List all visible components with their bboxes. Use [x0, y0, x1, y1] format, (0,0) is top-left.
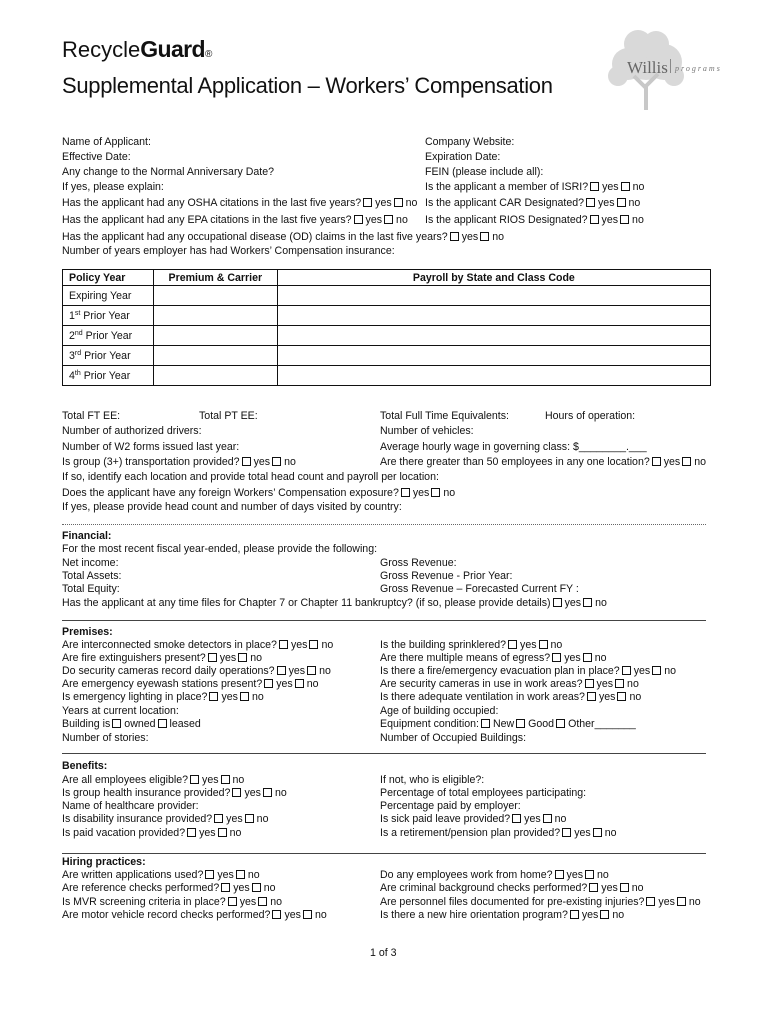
work-home-question: Do any employees work from home? yes no — [380, 869, 609, 881]
col-premium-carrier: Premium & Carrier — [153, 270, 277, 286]
row-label: 2nd Prior Year — [63, 326, 154, 346]
mvr-question: Is MVR screening criteria in place? yes no — [62, 896, 282, 908]
years-location-label: Years at current location: — [62, 705, 179, 717]
eyewash-question: Are emergency eyewash stations present? yes no — [62, 678, 319, 690]
sick-leave-question: Is sick paid leave provided? yes no — [380, 813, 567, 825]
brand-mark: ® — [204, 49, 213, 60]
total-assets-label: Total Assets: — [62, 570, 122, 582]
premium-cell[interactable] — [153, 306, 277, 326]
rios-question: Is the applicant RIOS Designated? yes no — [425, 214, 644, 226]
eyewash-yes-checkbox[interactable] — [264, 679, 273, 688]
expiration-date-label: Expiration Date: — [425, 151, 501, 163]
foreign-question: Does the applicant have any foreign Workers’ Compensation exposure? yes no — [62, 487, 456, 499]
years-insured-label: Number of years employer has had Workers’ Compensation insurance: — [62, 245, 395, 257]
disability-question: Is disability insurance provided? yes no — [62, 813, 269, 825]
foreign-no-checkbox[interactable] — [431, 488, 440, 497]
gross-forecast-label: Gross Revenue – Forecasted Current FY : — [380, 583, 579, 595]
row-label: 1st Prior Year — [63, 306, 154, 326]
sprinkler-no-checkbox[interactable] — [539, 640, 548, 649]
lighting-question: Is emergency lighting in place? yes no — [62, 691, 264, 703]
page-title: Supplemental Application – Workers’ Compensation — [62, 73, 553, 98]
bankruptcy-no-checkbox[interactable] — [583, 598, 592, 607]
financial-heading: Financial: — [62, 530, 112, 542]
effective-date-label: Effective Date: — [62, 151, 131, 163]
payroll-cell[interactable] — [277, 346, 710, 366]
health-yes-checkbox[interactable] — [232, 788, 241, 797]
car-no-checkbox[interactable] — [617, 198, 626, 207]
orientation-yes-checkbox[interactable] — [570, 910, 579, 919]
motor-vehicle-question: Are motor vehicle record checks performed? yes no — [62, 909, 327, 921]
gross-revenue-label: Gross Revenue: — [380, 557, 457, 569]
group-yes-checkbox[interactable] — [242, 457, 251, 466]
pct-paid-label: Percentage paid by employer: — [380, 800, 521, 812]
group-transport-question: Is group (3+) transportation provided? yes no — [62, 456, 296, 468]
smoke-question: Are interconnected smoke detectors in place? yes no — [62, 639, 334, 651]
retirement-question: Is a retirement/pension plan provided? yes no — [380, 827, 617, 839]
company-website-label: Company Website: — [425, 136, 515, 148]
criminal-yes-checkbox[interactable] — [589, 883, 598, 892]
fire-no-checkbox[interactable] — [238, 653, 247, 662]
equip-other-checkbox[interactable] — [556, 719, 565, 728]
fire-extinguisher-question: Are fire extinguishers present? yes no — [62, 652, 262, 664]
provider-label: Name of healthcare provider: — [62, 800, 199, 812]
fein-label: FEIN (please include all): — [425, 166, 544, 178]
personnel-no-checkbox[interactable] — [677, 897, 686, 906]
stories-label: Number of stories: — [62, 732, 149, 744]
motor-yes-checkbox[interactable] — [272, 910, 281, 919]
rios-no-checkbox[interactable] — [620, 215, 629, 224]
orientation-no-checkbox[interactable] — [600, 910, 609, 919]
home-no-checkbox[interactable] — [585, 870, 594, 879]
occupied-buildings-label: Number of Occupied Buildings: — [380, 732, 527, 744]
equipment-condition: Equipment condition: New Good Other_______ — [380, 718, 636, 730]
sick-no-checkbox[interactable] — [543, 814, 552, 823]
lighting-yes-checkbox[interactable] — [209, 692, 218, 701]
osha-question: Has the applicant had any OSHA citations in the last five years? yes no — [62, 197, 418, 209]
name-of-applicant-label: Name of Applicant: — [62, 136, 151, 148]
work-cameras-question: Are security cameras in use in work areas? yes no — [380, 678, 639, 690]
car-yes-checkbox[interactable] — [586, 198, 595, 207]
table-header-row — [63, 270, 711, 286]
equip-good-checkbox[interactable] — [516, 719, 525, 728]
evac-yes-checkbox[interactable] — [622, 666, 631, 675]
section-divider — [62, 524, 706, 525]
osha-yes-checkbox[interactable] — [363, 198, 372, 207]
disability-no-checkbox[interactable] — [245, 814, 254, 823]
mvr-yes-checkbox[interactable] — [228, 897, 237, 906]
w2-label: Number of W2 forms issued last year: — [62, 441, 240, 453]
evacuation-question: Is there a fire/emergency evacuation plan in place? yes no — [380, 665, 676, 677]
fire-yes-checkbox[interactable] — [208, 653, 217, 662]
rios-yes-checkbox[interactable] — [590, 215, 599, 224]
foreign-detail-label: If yes, please provide head count and number of days visited by country: — [62, 501, 402, 513]
table-row — [63, 366, 711, 386]
wage-label: Average hourly wage in governing class: $________.___ — [380, 441, 647, 453]
vehicles-label: Number of vehicles: — [380, 425, 474, 437]
policy-year-table — [62, 269, 711, 386]
total-pt-label: Total PT EE: — [199, 410, 258, 422]
premium-cell[interactable] — [153, 366, 277, 386]
vacation-yes-checkbox[interactable] — [187, 828, 196, 837]
hours-label: Hours of operation: — [545, 410, 636, 422]
car-question: Is the applicant CAR Designated? yes no — [425, 197, 641, 209]
work-cam-no-checkbox[interactable] — [615, 679, 624, 688]
vacation-no-checkbox[interactable] — [218, 828, 227, 837]
group-no-checkbox[interactable] — [272, 457, 281, 466]
disability-yes-checkbox[interactable] — [214, 814, 223, 823]
mvr-no-checkbox[interactable] — [258, 897, 267, 906]
cameras-question: Do security cameras record daily operations? yes no — [62, 665, 331, 677]
building-ownership: Building is owned leased — [62, 718, 201, 730]
fifty-no-checkbox[interactable] — [682, 457, 691, 466]
bankruptcy-question: Has the applicant at any time files for Chapter 7 or Chapter 11 bankruptcy? (if so, please provide details) yes no — [62, 597, 607, 609]
premium-cell[interactable] — [153, 326, 277, 346]
drivers-label: Number of authorized drivers: — [62, 425, 202, 437]
eligible-question: Are all employees eligible? yes no — [62, 774, 245, 786]
cameras-yes-checkbox[interactable] — [277, 666, 286, 675]
payroll-cell[interactable] — [277, 306, 710, 326]
retire-yes-checkbox[interactable] — [562, 828, 571, 837]
payroll-cell[interactable] — [277, 326, 710, 346]
net-income-label: Net income: — [62, 557, 119, 569]
fifty-yes-checkbox[interactable] — [652, 457, 661, 466]
criminal-question: Are criminal background checks performed? yes no — [380, 882, 644, 894]
osha-no-checkbox[interactable] — [394, 198, 403, 207]
egress-yes-checkbox[interactable] — [552, 653, 561, 662]
table-row — [63, 286, 711, 306]
personnel-files-question: Are personnel files documented for pre-existing injuries? yes no — [380, 896, 701, 908]
section-divider — [62, 620, 706, 621]
home-yes-checkbox[interactable] — [555, 870, 564, 879]
logo-sub: programs — [675, 64, 722, 73]
explain-label: If yes, please explain: — [62, 181, 164, 193]
eligible-no-checkbox[interactable] — [221, 775, 230, 784]
eligible-yes-checkbox[interactable] — [190, 775, 199, 784]
identify-locations-label: If so, identify each location and provide total head count and payroll per location: — [62, 471, 439, 483]
premises-heading: Premises: — [62, 626, 113, 638]
isri-question: Is the applicant a member of ISRI? yes no — [425, 181, 645, 193]
criminal-no-checkbox[interactable] — [620, 883, 629, 892]
work-cam-yes-checkbox[interactable] — [585, 679, 594, 688]
fte-label: Total Full Time Equivalents: — [380, 410, 509, 422]
page-number: 1 of 3 — [370, 947, 397, 959]
smoke-no-checkbox[interactable] — [309, 640, 318, 649]
bankruptcy-yes-checkbox[interactable] — [553, 598, 562, 607]
personnel-yes-checkbox[interactable] — [646, 897, 655, 906]
reference-question: Are reference checks performed? yes no — [62, 882, 276, 894]
payroll-cell[interactable] — [277, 366, 710, 386]
epa-question: Has the applicant had any EPA citations in the last five years? yes no — [62, 214, 408, 226]
col-policy-year: Policy Year — [63, 270, 154, 286]
reference-yes-checkbox[interactable] — [221, 883, 230, 892]
benefits-heading: Benefits: — [62, 760, 108, 772]
retire-no-checkbox[interactable] — [593, 828, 602, 837]
evac-no-checkbox[interactable] — [652, 666, 661, 675]
premium-cell[interactable] — [153, 346, 277, 366]
row-label: 3rd Prior Year — [63, 346, 154, 366]
lighting-no-checkbox[interactable] — [240, 692, 249, 701]
od-yes-checkbox[interactable] — [450, 232, 459, 241]
health-question: Is group health insurance provided? yes no — [62, 787, 287, 799]
gross-prior-label: Gross Revenue - Prior Year: — [380, 570, 513, 582]
brand-light: Recycle — [62, 37, 141, 62]
vent-yes-checkbox[interactable] — [587, 692, 596, 701]
table-row — [63, 326, 711, 346]
brand-bold: Guard — [140, 36, 205, 62]
anniversary-question: Any change to the Normal Anniversary Date? — [62, 166, 274, 178]
total-equity-label: Total Equity: — [62, 583, 120, 595]
fifty-employees-question: Are there greater than 50 employees in any one location? yes no — [380, 456, 707, 468]
brand-logo-text — [62, 36, 212, 63]
foreign-yes-checkbox[interactable] — [401, 488, 410, 497]
cameras-no-checkbox[interactable] — [307, 666, 316, 675]
hiring-heading: Hiring practices: — [62, 856, 146, 868]
egress-question: Are there multiple means of egress? yes no — [380, 652, 607, 664]
sprinkler-yes-checkbox[interactable] — [508, 640, 517, 649]
payroll-cell[interactable] — [277, 286, 710, 306]
health-no-checkbox[interactable] — [263, 788, 272, 797]
table-row — [63, 346, 711, 366]
written-no-checkbox[interactable] — [236, 870, 245, 879]
row-label: 4th Prior Year — [63, 366, 154, 386]
leased-checkbox[interactable] — [158, 719, 167, 728]
reference-no-checkbox[interactable] — [252, 883, 261, 892]
written-apps-question: Are written applications used? yes no — [62, 869, 260, 881]
isri-yes-checkbox[interactable] — [590, 182, 599, 191]
building-age-label: Age of building occupied: — [380, 705, 499, 717]
who-eligible-label: If not, who is eligible?: — [380, 774, 485, 786]
smoke-yes-checkbox[interactable] — [279, 640, 288, 649]
financial-intro: For the most recent fiscal year-ended, please provide the following: — [62, 543, 378, 555]
isri-no-checkbox[interactable] — [621, 182, 630, 191]
epa-yes-checkbox[interactable] — [354, 215, 363, 224]
vacation-question: Is paid vacation provided? yes no — [62, 827, 242, 839]
table-row — [63, 306, 711, 326]
od-question: Has the applicant had any occupational disease (OD) claims in the last five years? yes no — [62, 231, 504, 243]
sprinkler-question: Is the building sprinklered? yes no — [380, 639, 563, 651]
section-divider — [62, 853, 706, 854]
willis-programs-logo — [594, 28, 734, 110]
owned-checkbox[interactable] — [112, 719, 121, 728]
epa-no-checkbox[interactable] — [384, 215, 393, 224]
premium-cell[interactable] — [153, 286, 277, 306]
sick-yes-checkbox[interactable] — [512, 814, 521, 823]
ventilation-question: Is there adequate ventilation in work areas? yes no — [380, 691, 642, 703]
total-ft-label: Total FT EE: — [62, 410, 121, 422]
written-yes-checkbox[interactable] — [205, 870, 214, 879]
equip-new-checkbox[interactable] — [481, 719, 490, 728]
col-payroll: Payroll by State and Class Code — [277, 270, 710, 286]
section-divider — [62, 753, 706, 754]
row-label: Expiring Year — [63, 286, 154, 306]
motor-no-checkbox[interactable] — [303, 910, 312, 919]
logo-name: Willis — [627, 58, 668, 77]
pct-participating-label: Percentage of total employees participating: — [380, 787, 587, 799]
vent-no-checkbox[interactable] — [617, 692, 626, 701]
eyewash-no-checkbox[interactable] — [295, 679, 304, 688]
orientation-question: Is there a new hire orientation program? yes no — [380, 909, 625, 921]
od-no-checkbox[interactable] — [480, 232, 489, 241]
egress-no-checkbox[interactable] — [583, 653, 592, 662]
